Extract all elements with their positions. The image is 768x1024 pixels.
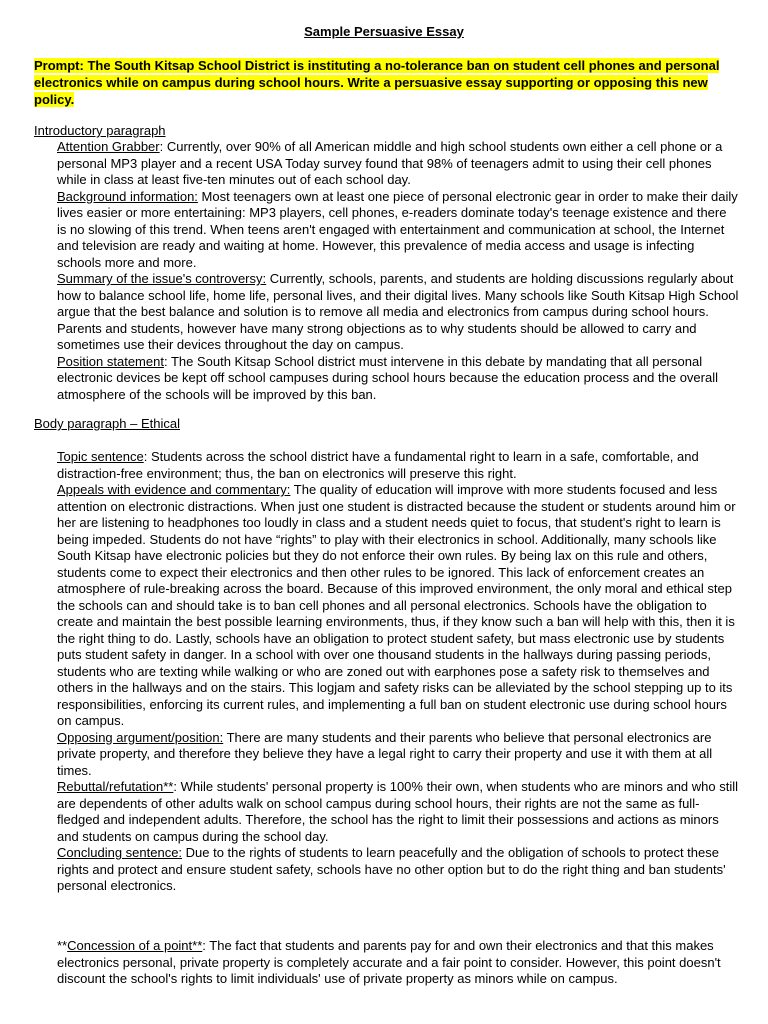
concession-paragraph <box>57 938 739 988</box>
intro-item-attention <box>57 139 739 189</box>
body-item-topic <box>57 449 739 482</box>
item-label: Rebuttal/refutation** <box>57 779 174 794</box>
essay-prompt <box>34 57 734 108</box>
item-label: Appeals with evidence and commentary: <box>57 482 291 497</box>
item-label: Background information: <box>57 188 198 204</box>
item-text: : While students' personal property is 100% their own, when students who are minors and who still are dependents of other adults walk on school campus during school hours, their rights are not the same as full-fledged and independent adults. Therefore, the school has the right to limit their possessions and actions as minors and students on campus during the school day. <box>57 779 739 844</box>
body-item-rebuttal <box>57 779 739 845</box>
body-heading: Body paragraph – Ethical <box>34 416 180 431</box>
concession-prefix: ** <box>57 938 68 953</box>
item-text: : Students across the school district have a fundamental right to learn in a safe, comfortable, and distraction-free environment; thus, the ban on electronics will preserve this right. <box>57 449 699 481</box>
item-text: : The South Kitsap School district must intervene in this debate by mandating that all personal electronic devices be kept off school campuses during school hours because the education process and the overall atmosphere of the schools will be improved by this ban. <box>57 353 718 402</box>
concession-label: Concession of a point** <box>67 938 203 953</box>
intro-item-background <box>57 189 739 272</box>
intro-item-summary <box>57 271 739 354</box>
concession-body: : The fact that students and parents pay for and own their electronics and that this makes electronics personal, private property is completely accurate and a fair point to consider. However, this point doesn't discount the school's rights to limit individuals' use of private property as minors while on campus. <box>57 938 721 986</box>
body-item-opposing <box>57 730 739 780</box>
concession-text <box>57 938 739 988</box>
item-text: : Currently, over 90% of all American middle and high school students own either a cell phone or a personal MP3 player and a recent USA Today survey found that 98% of teenagers admit to using their cell phones while in class at least five-ten minutes out of each school day. <box>57 139 723 187</box>
item-label: Topic sentence <box>57 449 144 464</box>
intro-item-position <box>57 354 739 404</box>
item-label: Summary of the issue's controversy: <box>57 271 267 286</box>
item-text: Currently, schools, parents, and students are holding discussions regularly about how to balance school life, home life, personal lives, and their digital lives. Many schools like South Kitsap High School argue that the best balance and solution is to remove all media and electronics from campus during school hours. Parents and students, however have many strong objections as to why students should be allowed to carry and sometimes use their devices throughout the day on campus. <box>57 271 739 352</box>
intro-heading: Introductory paragraph <box>34 123 166 138</box>
item-text: The quality of education will improve with more students focused and less attention on electronic distractions. When just one student is distracted because the student or students around him or her are listening to headphones too loudly in class and a student needs quiet to focus, that student's right to learn is being impeded. Students do not have “rights” to play with their electronics in school. Additionally, many schools like South Kitsap have electronic policies but they do not enforce their own rules. By being lax on this rule and others, students come to expect their electronics and then other rules to be ignored. This lack of enforcement creates an atmosphere of rule-breaking across the board. Because of this improved environment, the only moral and ethical step the schools can and should take is to ban cell phones and all personal electronics. Schools have the obligation to create and maintain the best possible learning environments, thus, if they know such a ban will help with this, then it is the right thing to do. Lastly, schools have an obligation to protect student safety, but mass electronic use by students puts student safety in danger. In a school with over one thousand students in the hallways during passing periods, students who are texting while walking or who are zoned out with earphones pose a safety risk to themselves and others in the hallways and on the stairs. This logjam and safety risks can be alleviated by the school stepping up to its responsibilities, enforcing its current rules, and implementing a full ban on student electronic use during school hours on campus. <box>57 482 736 728</box>
body-item-evidence <box>57 482 739 730</box>
item-text: There are many students and their parents who believe that personal electronics are private property, and therefore they believe they have a legal right to carry their property and use it with them at all times. <box>57 729 713 778</box>
intro-paragraph <box>57 139 739 403</box>
prompt-highlight-text: Prompt: The South Kitsap School District is instituting a no-tolerance ban on student cell phones and personal electronics while on campus during school hours. Write a persuasive essay supporting or opposing this new policy. <box>34 58 720 107</box>
document-title: Sample Persuasive Essay <box>304 24 464 39</box>
item-label: Concluding sentence: <box>57 845 183 860</box>
item-text: Due to the rights of students to learn peacefully and the obligation of schools to protect these rights and protect and ensure student safety, schools have no other option but to do the right thing and ban students' personal electronics. <box>57 845 726 893</box>
item-label: Opposing argument/position: <box>57 729 224 745</box>
item-text: Most teenagers own at least one piece of personal electronic gear in order to make their daily lives easier or more entertaining: MP3 players, cell phones, e-readers dominate today's teenage existence and there is no slowing of this trend. When teens aren't engaged with entertainment and communication at school, the Internet and television are ready and waiting at home. However, this prevalence of media access and usage is infecting schools more and more. <box>57 188 738 270</box>
item-label: Position statement <box>57 353 164 369</box>
body-paragraph <box>57 449 739 895</box>
item-label: Attention Grabber <box>57 139 160 154</box>
body-item-concluding <box>57 845 739 895</box>
